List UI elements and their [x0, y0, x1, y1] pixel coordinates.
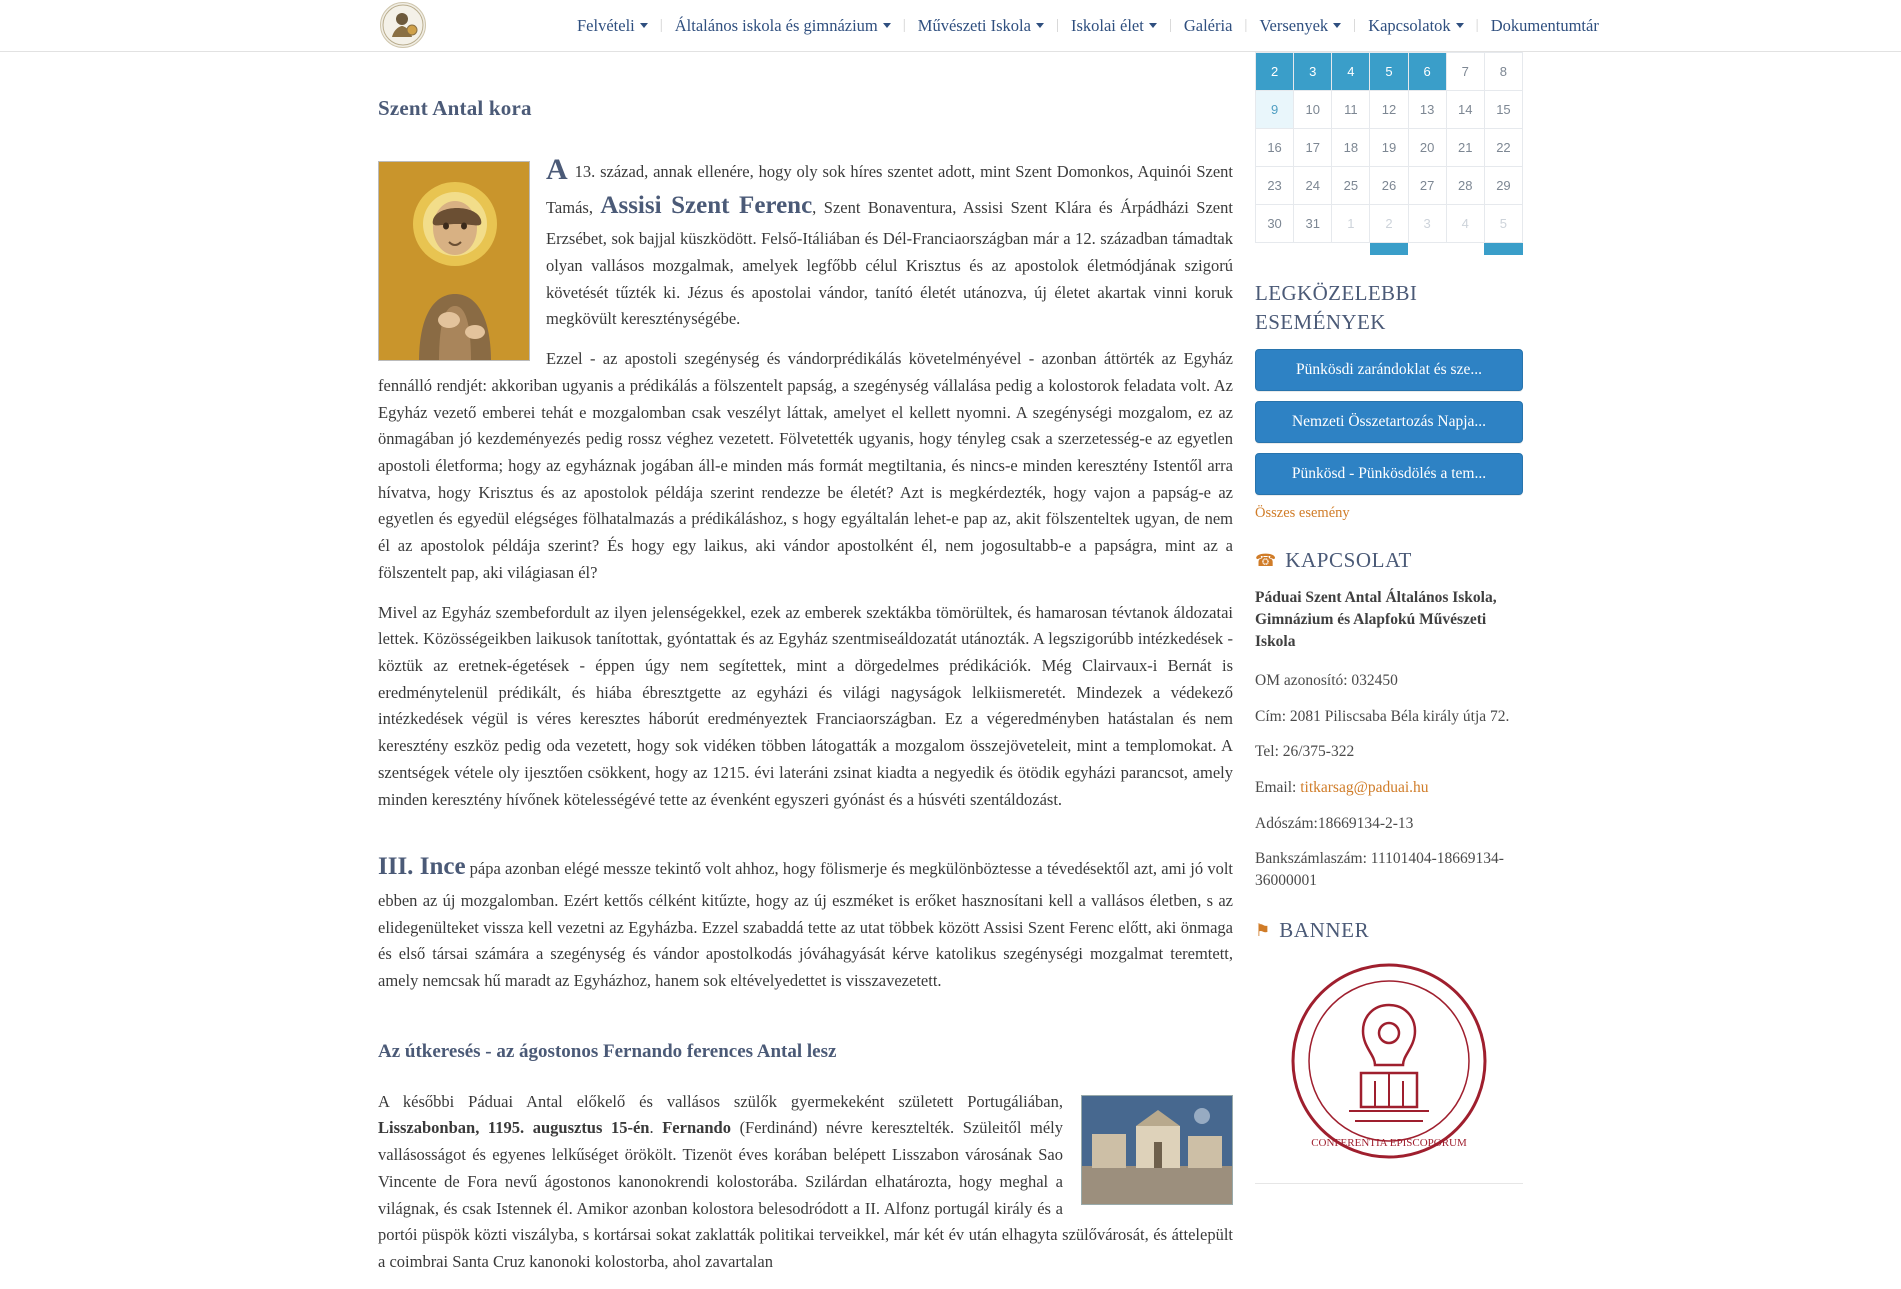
banner-title: BANNER	[1279, 917, 1370, 942]
banner-image[interactable]	[1289, 961, 1489, 1161]
chevron-down-icon	[1333, 23, 1341, 28]
paragraph-4	[378, 847, 1233, 994]
drop-cap: A	[546, 153, 568, 186]
site-logo[interactable]	[380, 2, 426, 48]
event-item-1[interactable]: Pünkösdi zarándoklat és sze...	[1255, 349, 1523, 391]
chevron-down-icon	[1036, 23, 1044, 28]
paragraph-2: Ezzel - az apostoli szegénység és vándorprédikálás követelményével - azonban áttörték az Egyház fennálló rendjét: akkoriban ugyanis a prédikálás a fölszentelt papság, a szegénység vállalása pedig a kolostorok feladata volt. Az Egyház vezető emberei tehát e mozgalomban csak veszélyt láttak, amelyet el kellett nyomni. A szegénységi mozgalom, ez az önmagában jó kezdeményezés pedig rossz véghez vezetett. Fölvetették ugyanis, hogy tényleg csak a szerzetesség-e az egyetlen apostoli életforma; hogy az egyháznak jogában áll-e minden más formát megtiltania, és nincs-e minden keresztény Istentől arra hívatva, hogy Krisztus és az apostolok példája szerint rendezze be életét? Azt is megkérdezték, hogy vajon a papság-e az egyetlen és egyedül elégséges fölhatalmazás a prédikáláshoz, s hogy egyáltalán lehet-e pap az, akit fölszenteltek ugyan, de nem él az apostolok példája szerint? És hogy egy laikus, aki vándor apostolként él, nem jogosultabb-e a papságra, mint az a fölszentelt pap, aki világiasan él?	[378, 349, 1233, 582]
calendar-day[interactable]: 25	[1332, 167, 1370, 205]
calendar-day[interactable]: 30	[1256, 205, 1294, 243]
calendar-day[interactable]: 5	[1484, 205, 1522, 243]
nav-divider: |	[1353, 17, 1357, 33]
calendar-day[interactable]: 3	[1408, 205, 1446, 243]
paragraph-5-text-a: A későbbi Páduai Antal előkelő és vallásos szülők gyermekeként született Portugáliában,	[378, 1091, 1063, 1111]
tax-number-line: Adószám:18669134-2-13	[1255, 814, 1414, 832]
calendar-day[interactable]: 22	[1484, 129, 1522, 167]
nav-label: Művészeti Iskola	[917, 15, 1031, 35]
calendar-day[interactable]: 6	[1408, 53, 1446, 91]
calendar-day[interactable]: 26	[1370, 167, 1408, 205]
sidebar-divider	[1255, 1183, 1523, 1184]
email-label: Email:	[1255, 778, 1301, 796]
coimbra-monastery-photo	[1081, 1095, 1233, 1205]
calendar-day[interactable]: 4	[1446, 205, 1484, 243]
page-body	[0, 52, 1901, 1289]
saint-francis-portrait	[378, 161, 530, 361]
calendar-day[interactable]: 31	[1294, 205, 1332, 243]
calendar-spacer	[1408, 243, 1446, 255]
bank-account-line: Bankszámlaszám: 11101404-18669134-36000001	[1255, 850, 1504, 890]
calendar-day[interactable]: 20	[1408, 129, 1446, 167]
logo-icon	[382, 4, 424, 46]
nav-label: Galéria	[1183, 15, 1233, 35]
calendar-day[interactable]: 10	[1294, 91, 1332, 129]
saint-francis-name: Assisi Szent Ferenc	[600, 191, 813, 219]
chevron-down-icon	[640, 23, 648, 28]
nav-divider: |	[1055, 17, 1059, 33]
calendar-spacer	[1446, 243, 1484, 255]
nav-label: Versenyek	[1259, 15, 1329, 35]
paragraph-1-text-a: 13. század, annak ellenére, hogy oly sok híres szentet adott, mint Szent Domonkos, Aquinói Szent Tamás,	[546, 162, 1233, 217]
nav-divider: |	[1244, 17, 1248, 33]
address-line: Cím: 2081 Piliscsaba Béla király útja 72.	[1255, 707, 1510, 725]
calendar-day[interactable]: 3	[1294, 53, 1332, 91]
calendar-day[interactable]: 17	[1294, 129, 1332, 167]
calendar-day[interactable]: 15	[1484, 91, 1522, 129]
paragraph-3: Mivel az Egyház szembefordult az ilyen jelenségekkel, ezek az emberek szektákba tömörültek, és hamarosan tévtanok áldozatai lettek. Közösségeikben laikusok tanítottak, gyóntattak és az Egyház szentmiseáldozatát utánozták. A legszigorúbb intézkedések - köztük az eretnek-égetések - éppen úgy nem segítettek, mint a dörgedelmes prédikációk. Még Clairvaux-i Bernát is eredménytelenül prédikált, és hiába ébresztgette az egyházi és világi nagyságok lelkiismeretét. Mindezek a védekező intézkedések végül is véres keresztes háborút eredményeztek Franciaországban. Ez a végeredményben hatástalan és nem keresztény eszköz pedig oda vezetett, hogy sok vidéken többen látogatták a mozgalom összejöveteleit, mint a templomokat. A szentségek vétele oly ijesztően csökkent, hogy az 1215. évi lateráni zsinat kiadta a negyedik és ötödik egyházi parancsot, amely minden keresztény hívőnek kötelességévé tette az évenként egyszeri gyónást és a húsvéti szentáldozást.	[378, 602, 1233, 809]
calendar-week-row	[1256, 129, 1523, 167]
calendar-day[interactable]: 8	[1484, 53, 1522, 91]
main-menu	[565, 16, 1611, 36]
top-navigation-bar	[0, 0, 1901, 52]
calendar-day-today[interactable]: 9	[1256, 91, 1294, 129]
calendar-day[interactable]: 28	[1446, 167, 1484, 205]
om-identifier: OM azonosító: 032450	[1255, 671, 1398, 689]
birthplace-bold: Lisszabonban, 1195. augusztus 15-én	[378, 1118, 650, 1138]
all-events-link[interactable]: Összes esemény	[1255, 504, 1350, 521]
calendar-day[interactable]: 12	[1370, 91, 1408, 129]
flag-icon: ⚑	[1255, 920, 1271, 940]
section-subtitle: Az útkeresés - az ágostonos Fernando ferences Antal lesz	[378, 1040, 837, 1062]
calendar-day[interactable]: 19	[1370, 129, 1408, 167]
calendar-day[interactable]: 2	[1256, 53, 1294, 91]
main-content	[0, 52, 1255, 1289]
calendar-spacer	[1332, 243, 1370, 255]
nav-divider: |	[1168, 17, 1172, 33]
chevron-down-icon	[883, 23, 891, 28]
email-link[interactable]: titkarsag@paduai.hu	[1300, 778, 1429, 796]
nav-item-galeria[interactable]	[1172, 15, 1248, 36]
nav-item-felveteli[interactable]	[565, 16, 660, 36]
nav-item-versenyek[interactable]	[1247, 16, 1353, 36]
calendar-day[interactable]: 1	[1332, 205, 1370, 243]
chevron-down-icon	[1456, 23, 1464, 28]
phone-icon: ☎	[1255, 550, 1277, 570]
bishops-conference-crest-icon	[1289, 961, 1489, 1161]
nav-label: Iskolai élet	[1070, 15, 1144, 35]
calendar-day[interactable]: 2	[1370, 205, 1408, 243]
paragraph-1-text-b: , Szent Bonaventura, Assisi Szent Klára és Árpádházi Szent Erzsébet, sok bajjal küszködött. Felső-Itáliában és Dél-Franciaországban már a 12. században támadtak olyan vallásos mozgalmak, amelyek legfőbb célul Krisztus és az apostolok életmódjának szigorú követését tűzték ki. Jézus és apostolai vándor, tanító életét utánozva, új életet akartak vinni koruk megkövült kereszténységébe.	[546, 197, 1233, 329]
upcoming-events-title-line2: ESEMÉNYEK	[1255, 309, 1386, 334]
calendar-day[interactable]: 5	[1370, 53, 1408, 91]
svg-text:CONFERENTIA EPISCOPORUM: CONFERENTIA EPISCOPORUM	[1311, 1136, 1467, 1149]
paragraph-5-text-c: (Ferdinánd) névre keresztelték. Szüleitől mély vallásosságot és egyenes lelkűséget örökölt. Tizenöt éves korában belépett Lisszabon városának Sao Vincente de Fora nevű ágostonos kanonokrendi kolostorába. Szilárdan elhatározta, hogy meghal a világnak, és csak Istennek él. Amikor azonban kolostora belesodródott a II. Alfonz portugál király és a portói püspök közti viszályba, s kortársai sokat zaklatták politikai terveikkel, már két év után elhagyta szülővárosát, és áttelepült a coimbrai Santa Cruz kanonoki kolostorba, ahol zavartalan	[378, 1118, 1233, 1271]
calendar-event-bar-row	[1256, 243, 1523, 255]
calendar-day[interactable]: 11	[1332, 91, 1370, 129]
nav-item-altalanos-iskola-es-gimnazium[interactable]	[663, 16, 903, 36]
calendar-day[interactable]: 4	[1332, 53, 1370, 91]
event-calendar[interactable]	[1255, 52, 1523, 255]
phone-line: Tel: 26/375-322	[1255, 743, 1355, 761]
calendar-week-row	[1256, 205, 1523, 243]
nav-item-kapcsolatok[interactable]	[1356, 16, 1475, 36]
calendar-week-row	[1256, 53, 1523, 91]
chevron-down-icon	[1149, 23, 1157, 28]
calendar-spacer	[1294, 243, 1332, 255]
calendar-day[interactable]: 7	[1446, 53, 1484, 91]
calendar-day[interactable]: 21	[1446, 129, 1484, 167]
paragraph-5-text-b: .	[649, 1118, 663, 1138]
nav-item-muveszeti-iskola[interactable]	[906, 16, 1056, 36]
calendar-week-row	[1256, 167, 1523, 205]
contact-section-header	[1255, 548, 1555, 573]
events-list	[1255, 349, 1555, 522]
calendar-spacer	[1256, 243, 1294, 255]
sidebar	[1255, 52, 1555, 1184]
banner-section-header	[1255, 918, 1555, 943]
contact-title: KAPCSOLAT	[1285, 547, 1412, 572]
nav-divider: |	[902, 17, 906, 33]
page-title: Szent Antal kora	[378, 96, 532, 120]
calendar-day[interactable]: 18	[1332, 129, 1370, 167]
upcoming-events-title-line1: LEGKÖZELEBBI	[1255, 280, 1418, 305]
calendar-day[interactable]: 14	[1446, 91, 1484, 129]
calendar-day[interactable]: 29	[1484, 167, 1522, 205]
nav-divider: |	[1475, 17, 1479, 33]
pope-innocent-name: III. Ince	[378, 853, 466, 881]
calendar-day[interactable]: 16	[1256, 129, 1294, 167]
event-item-2[interactable]: Nemzeti Összetartozás Napja...	[1255, 401, 1523, 443]
event-item-3[interactable]: Pünkösd - Pünkösdölés a tem...	[1255, 453, 1523, 495]
email-line	[1255, 777, 1523, 799]
calendar-day[interactable]: 13	[1408, 91, 1446, 129]
calendar-week-row	[1256, 91, 1523, 129]
nav-label: Dokumentumtár	[1490, 15, 1599, 35]
calendar-day[interactable]: 27	[1408, 167, 1446, 205]
nav-item-dokumentumtar[interactable]	[1479, 16, 1611, 36]
nav-label: Kapcsolatok	[1368, 15, 1451, 35]
nav-label: Általános iskola és gimnázium	[674, 15, 878, 35]
paragraph-4-text: pápa azonban elégé messze tekintő volt ahhoz, hogy fölismerje és megkülönböztesse a tévedésektől azt, ami jó volt ebben az új mozgalomban. Ezért kettős célként kitűzte, hogy az új eszméket is erőket hasznosítani kell a vallásos életben, s az elidegenülteket vissza kell vezetni az Egyházba. Ezzel szabaddá tette az utat többek között Assisi Szent Ferenc előtt, aki önmaga és első társai számára a szegénység és vándor apostolkodás jóváhagyását kérve katolikus szegénységi mozgalmat teremtett, amely nemcsak hű maradt az Egyházhoz, hanem sok eltévelyedettet is visszavezetett.	[378, 859, 1233, 990]
school-name: Páduai Szent Antal Általános Iskola, Gimnázium és Alapfokú Művészeti Iskola	[1255, 588, 1497, 651]
birthname-bold: Fernando	[662, 1118, 731, 1138]
calendar-event-bar[interactable]	[1370, 243, 1408, 255]
calendar-day[interactable]: 24	[1294, 167, 1332, 205]
calendar-event-bar[interactable]	[1484, 243, 1522, 255]
article	[378, 96, 1233, 1276]
nav-label: Felvételi	[577, 15, 635, 35]
calendar-day[interactable]: 23	[1256, 167, 1294, 205]
nav-item-iskolai-elet[interactable]	[1059, 16, 1169, 36]
monastery-image	[1082, 1096, 1233, 1205]
portrait-image	[379, 162, 530, 361]
nav-divider: |	[659, 17, 663, 33]
